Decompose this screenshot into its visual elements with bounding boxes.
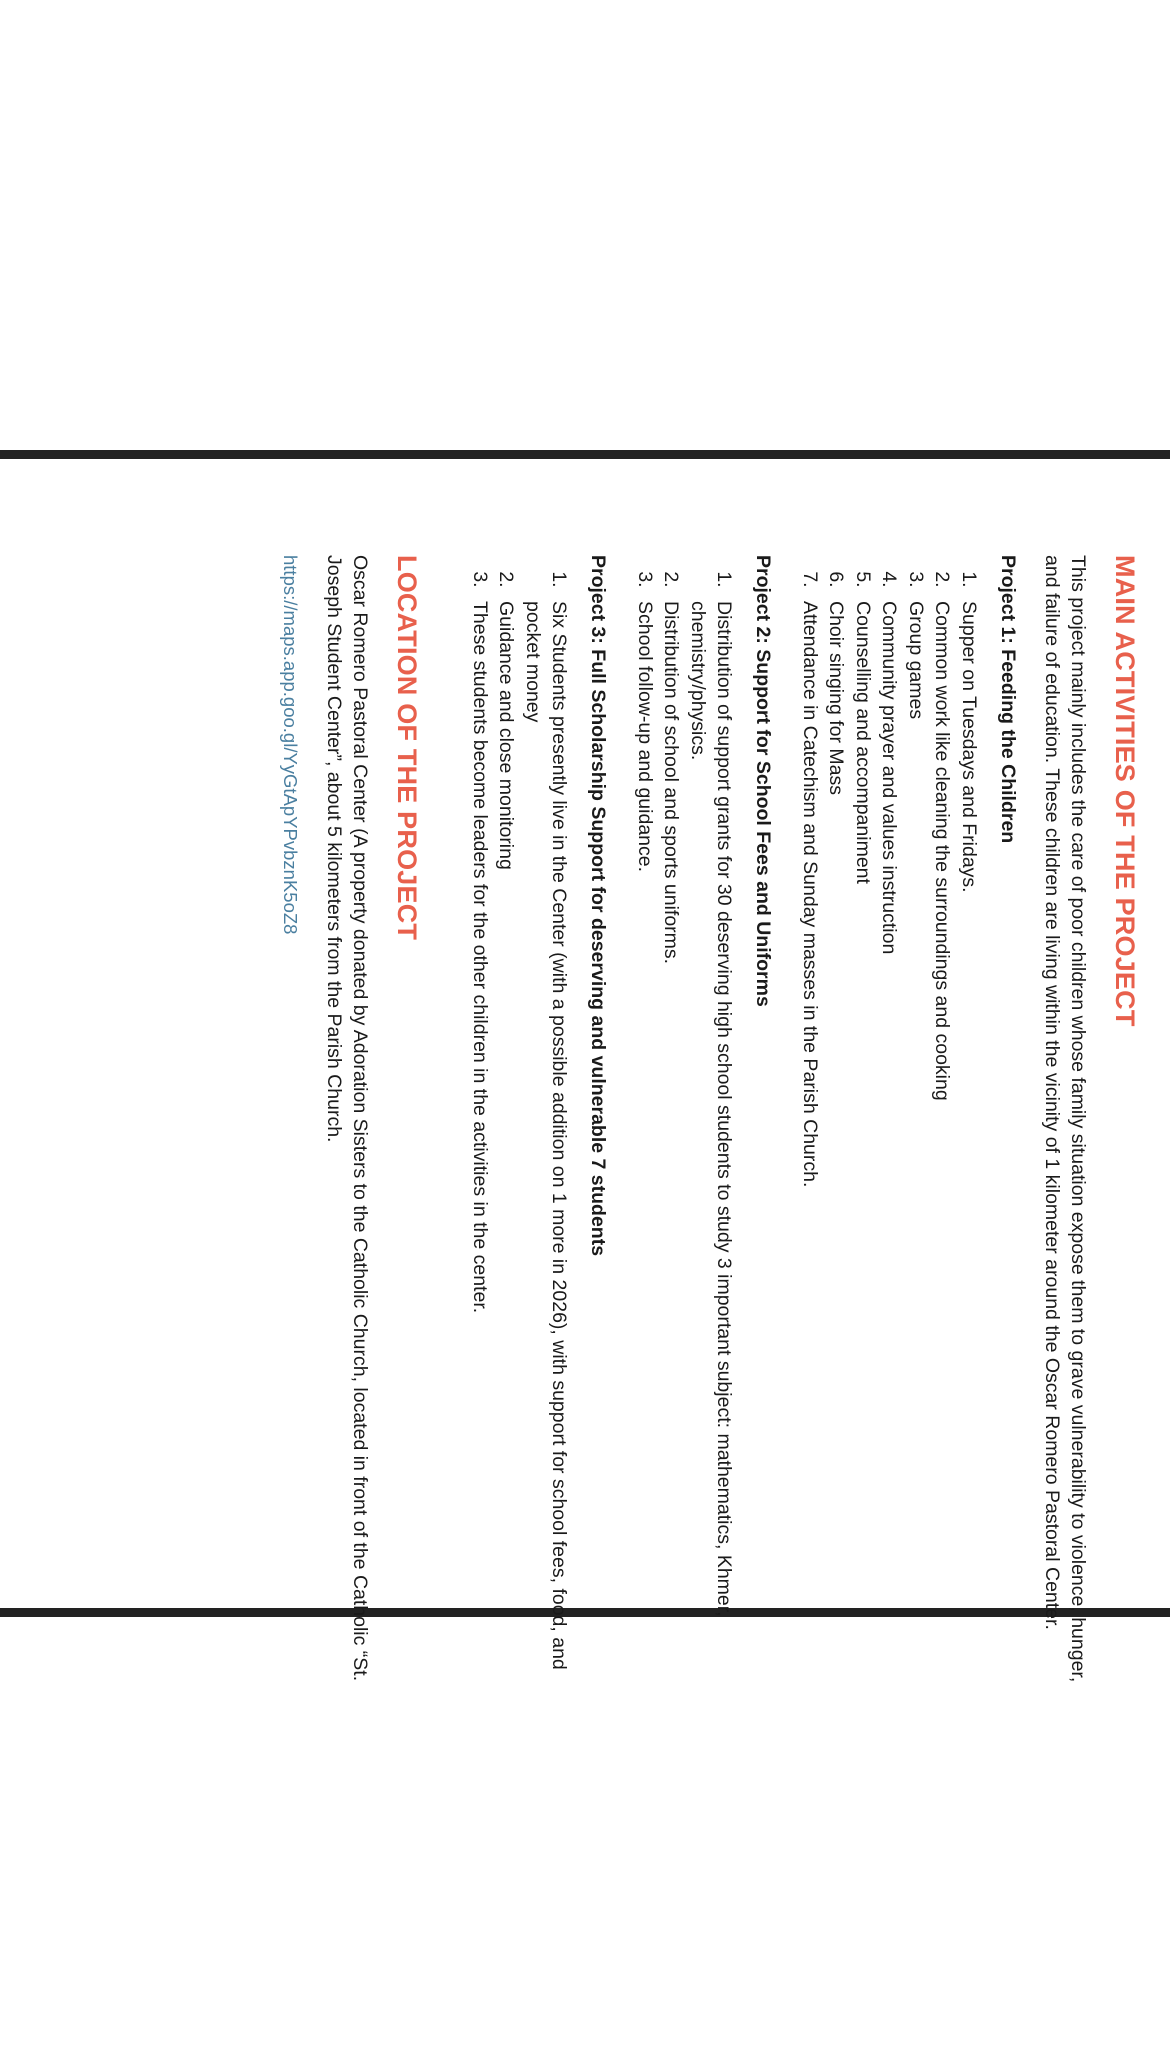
main-activities-heading: MAIN ACTIVITIES OF THE PROJECT [1110, 555, 1140, 1027]
list-item: 7. Attendance in Catechism and Sunday masses in the Parish Church. [797, 593, 824, 1703]
list-item: 3. These students become leaders for the other children in the activities in the center. [467, 593, 494, 1703]
project-2-list [632, 555, 738, 1703]
list-item: 4. Community prayer and values instruction [876, 593, 903, 1703]
project-3-title: Project 3: Full Scholarship Support for deserving and vulnerable 7 students [587, 555, 610, 1257]
list-item: 1. Distribution of support grants for 30 deserving high school students to study 3 important subject: mathematics, Khmer, chemistry/physics. [685, 593, 738, 1703]
list-item: 1. Supper on Tuesdays and Fridays. [956, 593, 983, 1703]
main-intro-paragraph: This project mainly includes the care of poor children whose family situation expose them to grave vulnerability to violence, hunger, and failure of education. These children are living within the vicinity of 1 kilometer around the Oscar Romero Pastoral Center. [1041, 555, 1089, 1683]
section-spacer [423, 555, 445, 1755]
list-item: 3. School follow-up and guidance. [632, 593, 659, 1703]
project-3-list [467, 555, 573, 1703]
document-page [110, 555, 1140, 1755]
list-item: 2. Distribution of school and sports uniforms. [658, 593, 685, 1703]
project-1-list [797, 555, 983, 1703]
list-item: 2. Guidance and close monitoring [493, 593, 520, 1703]
project-2-title: Project 2: Support for School Fees and Uniforms [752, 555, 775, 1007]
location-paragraph: Oscar Romero Pastoral Center (A property donated by Adoration Sisters to the Catholic Church, located in front of the Catholic “St. Joseph Student Center”, about 5 kilometers from the Parish Church. [323, 555, 372, 1682]
list-item: 6. Choir singing for Mass [823, 593, 850, 1703]
location-heading: LOCATION OF THE PROJECT [392, 555, 423, 941]
list-item: 5. Counselling and accompaniment [850, 593, 877, 1703]
project-1-title: Project 1: Feeding the Children [997, 555, 1019, 844]
list-item: 3. Group games [903, 593, 930, 1703]
map-link[interactable]: https://maps.app.goo.gl/YyGtApYPvbznK5oZ8 [280, 555, 302, 935]
top-divider-bar [0, 450, 1170, 459]
list-item: 1. Six Students presently live in the Center (with a possible addition on 1 more in 2026), with support for school fees, food, and pocket money [520, 593, 573, 1703]
list-item: 2. Common work like cleaning the surroundings and cooking [929, 593, 956, 1703]
